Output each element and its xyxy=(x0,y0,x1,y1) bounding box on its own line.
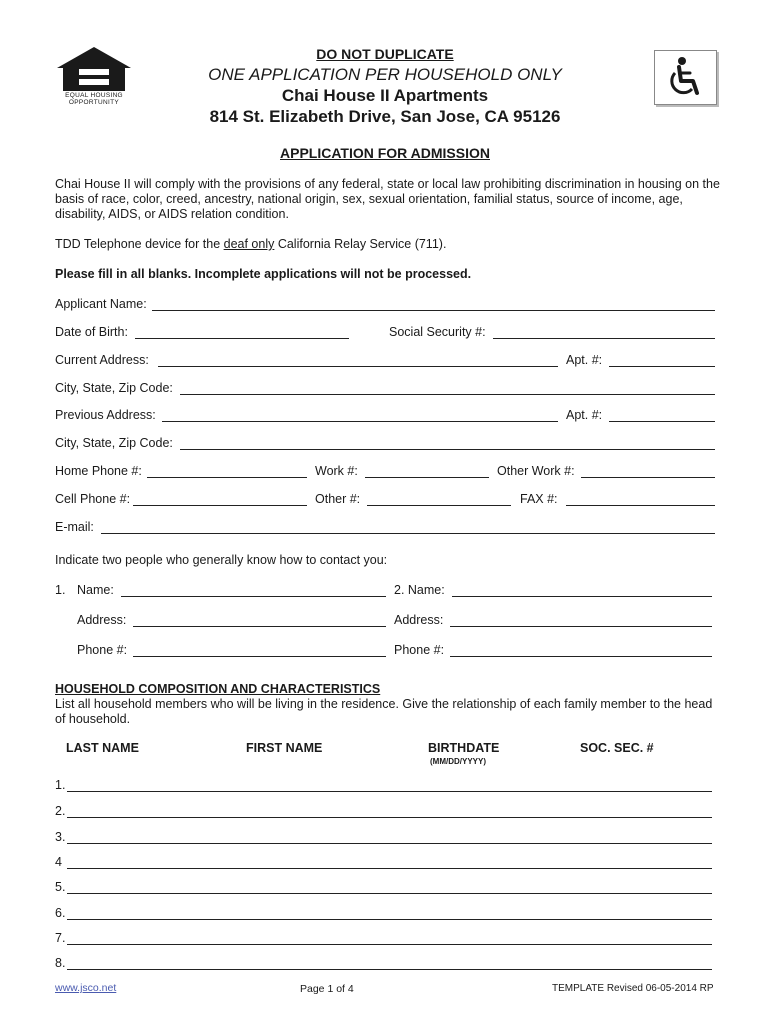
contact-2-address-label: Address: xyxy=(394,613,444,627)
contact-1-address-label: Address: xyxy=(77,613,127,627)
tdd-text-end: California Relay Service (711). xyxy=(274,237,447,251)
apt-label-2: Apt. #: xyxy=(566,408,603,422)
email-field[interactable] xyxy=(101,533,715,534)
apt-field-1[interactable] xyxy=(609,366,715,367)
previous-address-field[interactable] xyxy=(162,421,558,422)
city-state-zip-field-1[interactable] xyxy=(180,394,715,395)
city-state-zip-field-2[interactable] xyxy=(180,449,715,450)
contact-2-name-field[interactable] xyxy=(452,596,712,597)
city-state-zip-label-2: City, State, Zip Code: xyxy=(55,436,173,450)
household-heading: HOUSEHOLD COMPOSITION AND CHARACTERISTICS xyxy=(55,682,381,696)
work-phone-field[interactable] xyxy=(365,477,489,478)
work-phone-label: Work #: xyxy=(315,464,358,478)
contact-2-name-label: 2. Name: xyxy=(394,583,445,597)
dob-field[interactable] xyxy=(135,338,349,339)
contact-1-address-field[interactable] xyxy=(133,626,386,627)
other-phone-label: Other #: xyxy=(315,492,361,506)
do-not-duplicate: DO NOT DUPLICATE xyxy=(316,46,454,62)
ssn-field[interactable] xyxy=(493,338,715,339)
fax-field[interactable] xyxy=(566,505,715,506)
household-row-label: 6. xyxy=(55,906,66,920)
footer-page-number: Page 1 of 4 xyxy=(300,983,354,995)
contact-1-phone-field[interactable] xyxy=(133,656,386,657)
other-work-field[interactable] xyxy=(581,477,715,478)
apt-field-2[interactable] xyxy=(609,421,715,422)
home-phone-field[interactable] xyxy=(147,477,307,478)
household-row-label: 4 xyxy=(55,855,62,869)
apt-label-1: Apt. #: xyxy=(566,353,603,367)
nondiscrimination-statement: Chai House II will comply with the provisions of any federal, state or local law prohibiting discrimination in housing on the basis of race, color, creed, ancestry, national origin, sex, sexual orientation, familial status, source of income, age, disability, AIDS, or AIDS relation condition. xyxy=(55,177,720,221)
other-work-label: Other Work #: xyxy=(497,464,575,478)
household-row-field[interactable] xyxy=(67,893,712,894)
fill-all-blanks-instruction: Please fill in all blanks. Incomplete applications will not be processed. xyxy=(55,267,472,281)
eho-text-line1: EQUAL HOUSING xyxy=(65,92,123,99)
tdd-text-start: TDD Telephone device for the xyxy=(55,237,224,251)
property-address: 814 St. Elizabeth Drive, San Jose, CA 95126 xyxy=(209,107,561,126)
form-title: APPLICATION FOR ADMISSION xyxy=(280,145,490,161)
col-last-name: LAST NAME xyxy=(66,741,139,755)
household-row-field[interactable] xyxy=(67,919,712,920)
tdd-notice xyxy=(55,237,725,252)
contact-1-number: 1. xyxy=(55,583,66,597)
city-state-zip-label-1: City, State, Zip Code: xyxy=(55,381,173,395)
contact-2-phone-label: Phone #: xyxy=(394,643,445,657)
other-phone-field[interactable] xyxy=(367,505,511,506)
contact-1-name-field[interactable] xyxy=(121,596,386,597)
contact-2-phone-field[interactable] xyxy=(450,656,712,657)
household-row-label: 7. xyxy=(55,931,66,945)
cell-phone-field[interactable] xyxy=(133,505,307,506)
contacts-prompt: Indicate two people who generally know how to contact you: xyxy=(55,553,388,567)
household-description: List all household members who will be living in the residence. Give the relationship of each family member to the head of household. xyxy=(55,697,713,726)
eho-text-line2: OPPORTUNITY xyxy=(68,99,120,106)
email-label: E-mail: xyxy=(55,520,94,534)
home-phone-label: Home Phone #: xyxy=(55,464,142,478)
contact-2-address-field[interactable] xyxy=(450,626,712,627)
household-row-field[interactable] xyxy=(67,791,712,792)
contact-1-phone-label: Phone #: xyxy=(77,643,128,657)
one-application-notice: ONE APPLICATION PER HOUSEHOLD ONLY xyxy=(208,65,562,84)
household-row-label: 5. xyxy=(55,880,66,894)
cell-phone-label: Cell Phone #: xyxy=(55,492,131,506)
household-row-label: 8. xyxy=(55,956,66,970)
household-row-label: 3. xyxy=(55,830,66,844)
previous-address-label: Previous Address: xyxy=(55,408,156,422)
household-row-field[interactable] xyxy=(67,944,712,945)
household-row-label: 2. xyxy=(55,804,66,818)
current-address-label: Current Address: xyxy=(55,353,149,367)
current-address-field[interactable] xyxy=(158,366,558,367)
col-soc-sec: SOC. SEC. # xyxy=(580,741,654,755)
dob-label: Date of Birth: xyxy=(55,325,128,339)
household-row-field[interactable] xyxy=(67,817,712,818)
household-row-field[interactable] xyxy=(67,969,712,970)
property-name: Chai House II Apartments xyxy=(281,86,489,105)
col-birthdate: BIRTHDATE xyxy=(428,741,500,755)
tdd-deaf-only: deaf only xyxy=(223,237,275,251)
applicant-name-label: Applicant Name: xyxy=(55,297,147,311)
household-row-field[interactable] xyxy=(67,868,712,869)
col-birthdate-format: (MM/DD/YYYY) xyxy=(430,757,486,766)
ssn-label: Social Security #: xyxy=(389,325,486,339)
footer-website-link[interactable]: www.jsco.net xyxy=(55,982,117,994)
household-row-field[interactable] xyxy=(67,843,712,844)
col-first-name: FIRST NAME xyxy=(246,741,323,755)
fax-label: FAX #: xyxy=(520,492,558,506)
contact-1-name-label: Name: xyxy=(77,583,114,597)
household-row-label: 1. xyxy=(55,778,66,792)
applicant-name-field[interactable] xyxy=(152,310,715,311)
footer-template-revision: TEMPLATE Revised 06-05-2014 RP xyxy=(552,983,714,994)
